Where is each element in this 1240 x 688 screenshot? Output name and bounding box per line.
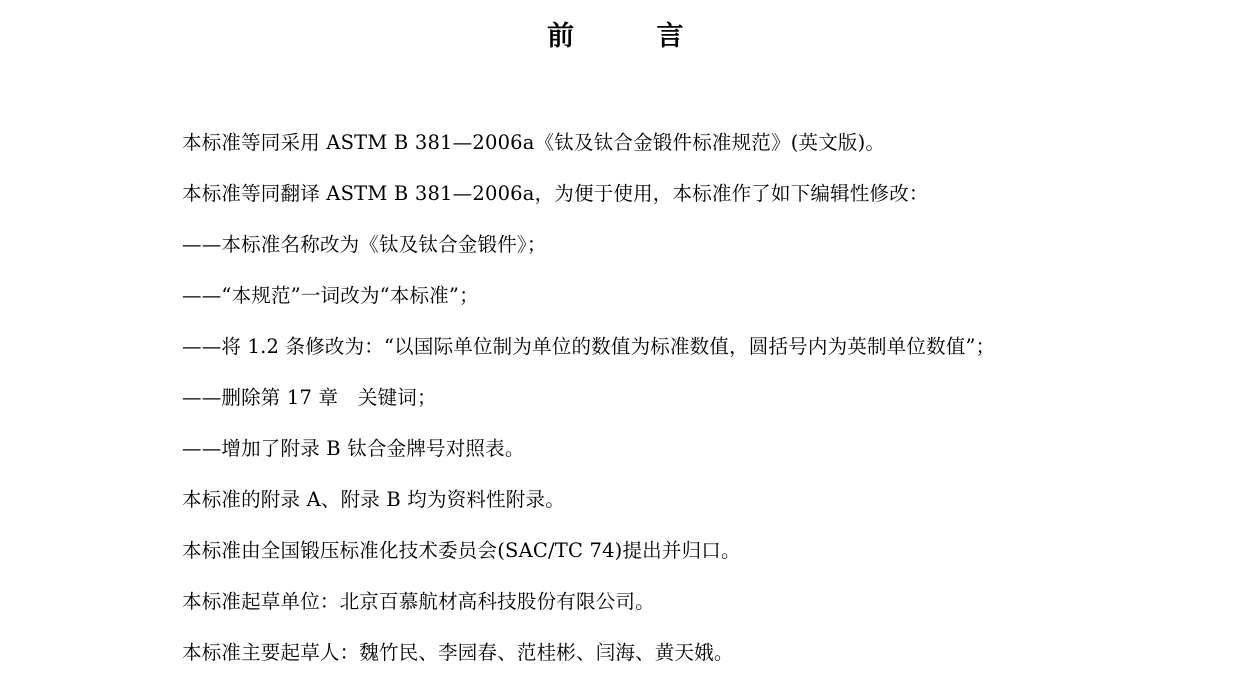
page-title: 前 言 bbox=[547, 21, 693, 52]
paragraph: 本标准等同翻译 ASTM B 381—2006a，为便于使用，本标准作了如下编辑性修改： bbox=[182, 181, 929, 205]
paragraph: ——本标准名称改为《钛及钛合金锻件》； bbox=[182, 232, 547, 256]
foreword-body bbox=[182, 107, 1192, 688]
document-page bbox=[0, 14, 1240, 664]
paragraph: 本标准主要起草人：魏竹民、李园春、范桂彬、闫海、黄天娥。 bbox=[182, 640, 734, 664]
paragraph: 本标准等同采用 ASTM B 381—2006a《钛及钛合金锻件标准规范》(英文版)。 bbox=[182, 130, 886, 154]
paragraph: 本标准的附录 A、附录 B 均为资料性附录。 bbox=[182, 487, 565, 511]
paragraph: ——“本规范”一词改为“本标准”； bbox=[182, 283, 479, 307]
paragraph: ——删除第 17 章 关键词； bbox=[182, 385, 437, 409]
paragraph: ——增加了附录 B 钛合金牌号对照表。 bbox=[182, 436, 525, 460]
paragraph: 本标准由全国锻压标准化技术委员会(SAC/TC 74)提出并归口。 bbox=[182, 538, 741, 562]
paragraph: ——将 1.2 条修改为：“以国际单位制为单位的数值为标准数值，圆括号内为英制单位数值”； bbox=[182, 334, 996, 358]
paragraph: 本标准起草单位：北京百慕航材高科技股份有限公司。 bbox=[182, 589, 655, 613]
